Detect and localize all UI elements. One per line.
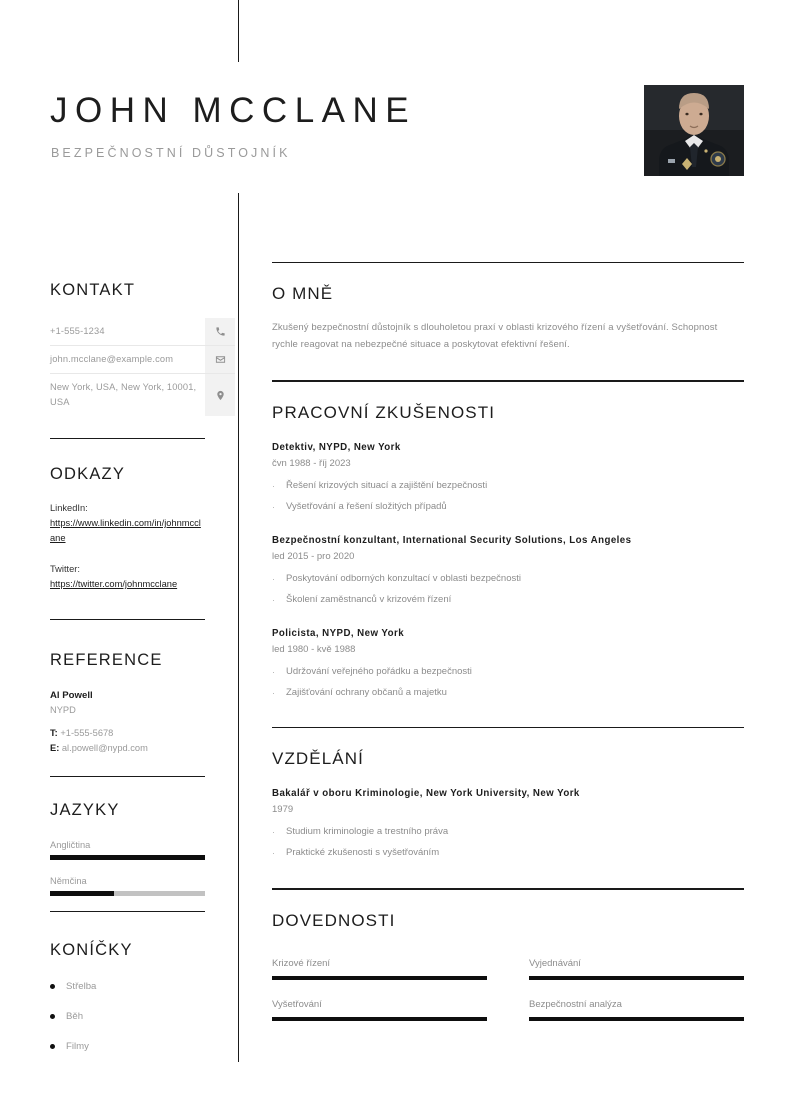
link-url-twitter[interactable]: https://twitter.com/johnmcclane	[50, 579, 178, 589]
sidebar-heading-hobbies: KONÍČKY	[50, 941, 133, 959]
skill-item-2	[272, 998, 487, 1021]
reference-email-value: al.powell@nypd.com	[61, 743, 148, 753]
sidebar-heading-links: ODKAZY	[50, 465, 126, 483]
experience-entry-2	[272, 626, 744, 700]
page-title: JOHN MCCLANE	[50, 91, 417, 130]
bullet-icon: ·	[272, 501, 275, 512]
contact-list	[50, 318, 235, 416]
contact-row-phone[interactable]	[50, 318, 235, 346]
skill-item-3	[529, 998, 744, 1021]
bullet-icon: ·	[272, 666, 275, 677]
about-text: Zkušený bezpečnostní důstojník s dlouholetou praxí v oblasti krizového řízení a vyšetřování. Schopnost rychle reagovat na nebezpečné situace a poskytovat efektivní řešení.	[272, 322, 718, 350]
bullet-icon: ·	[272, 480, 275, 491]
language-item-german	[50, 874, 205, 896]
hobby-label-0: Střelba	[66, 980, 97, 992]
skill-bar-fill-0	[272, 976, 487, 980]
skill-bar-fill-3	[529, 1017, 744, 1021]
contact-row-address[interactable]	[50, 374, 235, 416]
contact-address-value: New York, USA, New York, 10001, USA	[50, 382, 197, 407]
sidebar-divider-2	[50, 619, 205, 620]
list-item	[50, 1031, 205, 1061]
contact-email-value: john.mcclane@example.com	[50, 354, 174, 364]
column-vertical-divider	[238, 193, 239, 1062]
reference-name: Al Powell	[50, 690, 93, 701]
skill-bar-fill-2	[272, 1017, 487, 1021]
contact-phone-value: +1-555-1234	[50, 326, 105, 336]
skill-bar-3	[529, 1017, 744, 1021]
link-item-linkedin	[50, 501, 205, 546]
link-label-linkedin: LinkedIn:	[50, 503, 88, 513]
section-heading-skills: DOVEDNOSTI	[272, 910, 396, 930]
reference-phone-label: T:	[50, 728, 58, 738]
reference-organization: NYPD	[50, 705, 76, 715]
link-url-linkedin[interactable]: https://www.linkedin.com/in/johnmcclane	[50, 518, 201, 543]
sidebar-heading-languages: JAZYKY	[50, 801, 120, 819]
reference-phone-value: +1-555-5678	[60, 728, 114, 738]
bullet-icon: ·	[272, 573, 275, 584]
skill-name-3: Bezpečnostní analýza	[529, 998, 622, 1010]
skill-bar-fill-1	[529, 976, 744, 980]
section-heading-education: VZDĚLÁNÍ	[272, 749, 364, 769]
experience-date-0: čvn 1988 - říj 2023	[272, 457, 351, 469]
bullet-icon: ·	[272, 827, 275, 838]
experience-bullet-1-0	[272, 572, 744, 586]
experience-bullet-1-1	[272, 593, 744, 607]
hobby-label-1: Běh	[66, 1010, 84, 1022]
experience-bullet-0-1	[272, 500, 744, 514]
experience-bullet-text-0-0: Řešení krizových situací a zajištění bezpečnosti	[286, 479, 488, 491]
sidebar	[0, 193, 238, 1120]
section-heading-experience: PRACOVNÍ ZKUŠENOSTI	[272, 402, 496, 422]
education-bullet-text-0-0: Studium kriminologie a trestního práva	[286, 826, 449, 838]
sidebar-divider-4	[50, 911, 205, 912]
portrait-illustration	[644, 85, 744, 176]
skill-bar-0	[272, 976, 487, 980]
phone-icon	[205, 318, 235, 345]
education-entry-0	[272, 786, 744, 860]
bullet-icon	[50, 1014, 55, 1019]
experience-bullet-text-1-0: Poskytování odborných konzultací v oblasti bezpečnosti	[286, 572, 521, 584]
skill-name-2: Vyšetřování	[272, 998, 322, 1010]
section-heading-about: O MNĚ	[272, 284, 334, 304]
job-role-subtitle: BEZPEČNOSTNÍ DŮSTOJNÍK	[51, 146, 291, 160]
sidebar-divider-1	[50, 438, 205, 439]
language-bar-fill-german	[50, 891, 114, 896]
bullet-icon	[50, 984, 55, 989]
experience-bullet-2-0	[272, 665, 744, 679]
experience-title-0: Detektiv, NYPD, New York	[272, 441, 401, 453]
bullet-icon	[50, 1044, 55, 1049]
bullet-icon: ·	[272, 594, 275, 605]
list-item	[50, 1001, 205, 1031]
language-name-german: Němčina	[50, 876, 87, 886]
skill-bar-1	[529, 976, 744, 980]
skill-name-1: Vyjednávání	[529, 957, 581, 969]
bullet-icon: ·	[272, 848, 275, 859]
skill-item-0	[272, 957, 487, 980]
bullet-icon: ·	[272, 687, 275, 698]
education-bullet-text-0-1: Praktické zkušenosti s vyšetřováním	[286, 847, 440, 859]
experience-entry-1	[272, 533, 744, 607]
link-label-twitter: Twitter:	[50, 564, 80, 574]
education-date-0: 1979	[272, 804, 294, 816]
language-bar-german	[50, 891, 205, 896]
experience-bullet-text-2-1: Zajišťování ochrany občanů a majetku	[286, 686, 447, 698]
experience-entry-0	[272, 440, 744, 514]
skill-bar-2	[272, 1017, 487, 1021]
experience-bullet-0-0	[272, 479, 744, 493]
education-title-0: Bakalář v oboru Kriminologie, New York University, New York	[272, 788, 580, 800]
skills-grid	[272, 957, 744, 1021]
reference-phone-row	[50, 726, 205, 741]
location-pin-icon	[205, 374, 235, 416]
education-bullet-0-1	[272, 846, 744, 860]
sidebar-divider-3	[50, 776, 205, 777]
education-bullet-0-0	[272, 825, 744, 839]
list-item	[50, 971, 205, 1001]
skill-name-0: Krizové řízení	[272, 957, 331, 969]
sidebar-heading-reference: REFERENCE	[50, 651, 163, 669]
experience-bullet-text-2-0: Udržování veřejného pořádku a bezpečnosti	[286, 665, 472, 677]
language-name-english: Angličtina	[50, 840, 91, 850]
experience-date-2: led 1980 - kvě 1988	[272, 643, 356, 655]
experience-bullet-2-1	[272, 686, 744, 700]
skill-item-1	[529, 957, 744, 980]
avatar	[644, 85, 744, 176]
experience-bullet-text-0-1: Vyšetřování a řešení složitých případů	[286, 500, 447, 512]
hobby-label-2: Filmy	[66, 1040, 89, 1052]
experience-title-2: Policista, NYPD, New York	[272, 627, 405, 639]
sidebar-heading-contact: KONTAKT	[50, 281, 136, 299]
envelope-icon	[205, 346, 235, 373]
main-column	[272, 193, 744, 1021]
contact-row-email[interactable]	[50, 346, 235, 374]
experience-title-1: Bezpečnostní konzultant, International Security Solutions, Los Angeles	[272, 534, 632, 546]
link-item-twitter	[50, 562, 205, 592]
resume-header	[0, 0, 794, 193]
reference-email-label: E:	[50, 743, 60, 753]
reference-email-row	[50, 741, 205, 756]
experience-date-1: led 2015 - pro 2020	[272, 550, 355, 562]
experience-bullet-text-1-1: Školení zaměstnanců v krizovém řízení	[286, 593, 452, 605]
language-item-english	[50, 838, 205, 860]
